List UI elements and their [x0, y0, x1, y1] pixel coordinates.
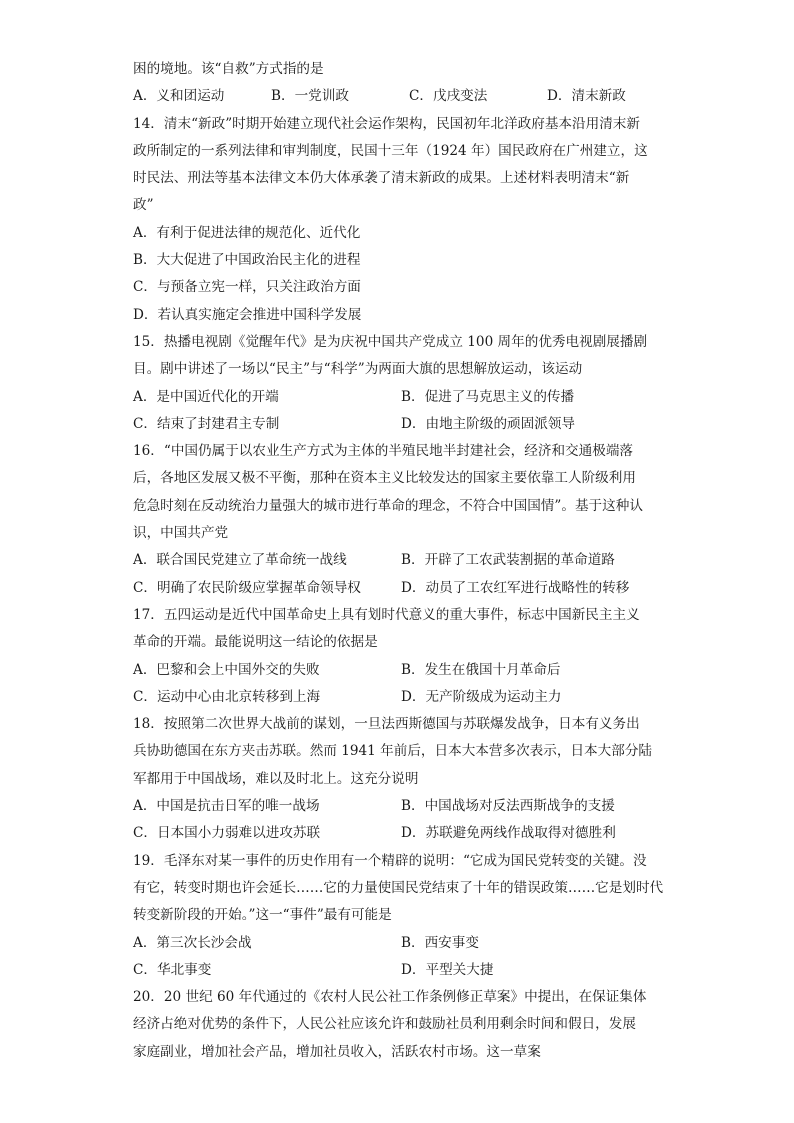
- q16-option-c: C．明确了农民阶级应掌握革命领导权: [133, 579, 361, 596]
- q16-option-b: B．开辟了工农武装割据的革命道路: [401, 552, 615, 569]
- q15-option-a: A．是中国近代化的开端: [133, 388, 279, 405]
- q17-option-c: C．运动中心由北京转移到上海: [133, 688, 321, 705]
- q14-stem-line-1: 14．清末“新政”时期开始建立现代社会运作架构，民国初年北洋政府基本沿用清末新: [133, 115, 640, 132]
- q18-option-a: A．中国是抗击日军的唯一战场: [133, 798, 320, 815]
- q19-stem-line-2: 有它，转变时期也许会延长……它的力量使国民党结束了十年的错误政策……它是划时代: [133, 879, 664, 896]
- q17-option-d: D．无产阶级成为运动主力: [401, 688, 562, 705]
- question-list: [133, 56, 669, 1066]
- q17-options-row-1: [133, 657, 669, 684]
- q17-stem-line-1: 17．五四运动是近代中国革命史上具有划时代意义的重大事件，标志中国新民主主义: [133, 606, 640, 623]
- q17-option-b: B．发生在俄国十月革命后: [401, 661, 561, 678]
- q15-stem-line-2: 目。剧中讲述了一场以“民主”与“科学”为两面大旗的思想解放运动，该运动: [133, 361, 583, 378]
- q15-option-c: C．结束了封建君主专制: [133, 415, 280, 432]
- q13-option-d: D．清末新政: [547, 88, 626, 105]
- q19-options-row-1: [133, 930, 669, 957]
- q17-option-a: A．巴黎和会上中国外交的失败: [133, 661, 320, 678]
- q16-stem-line-3: 危急时刻在反动统治力量强大的城市进行革命的理念，不符合中国国情”。基于这种认: [133, 497, 643, 514]
- q13-option-a: A．义和团运动: [133, 88, 225, 105]
- q20-stem-line-1: 20．20 世纪 60 年代通过的《农村人民公社工作条例修正草案》中提出，在保证集体: [133, 989, 647, 1006]
- q17-stem-line-2: 革命的开端。最能说明这一结论的依据是: [133, 634, 378, 651]
- q19-options-row-2: [133, 957, 669, 984]
- q16-option-d: D．动员了工农红军进行战略性的转移: [401, 579, 630, 596]
- q13-option-c: C．戊戌变法: [409, 88, 488, 105]
- q16-option-a: A．联合国民党建立了革命统一战线: [133, 552, 347, 569]
- q17-options-row-2: [133, 684, 669, 711]
- q19-stem-line-3: 转变新阶段的开始。”这一“事件”最有可能是: [133, 907, 392, 924]
- q16-options-row-1: [133, 547, 669, 574]
- q15-options-row-1: [133, 384, 669, 411]
- q18-options-row-2: [133, 820, 669, 847]
- q19-option-c: C．华北事变: [133, 961, 212, 978]
- q16-options-row-2: [133, 575, 669, 602]
- q13-options: [133, 83, 669, 110]
- q19-option-a: A．第三次长沙会战: [133, 934, 252, 951]
- q15-options-row-2: [133, 411, 669, 438]
- q20-stem-line-2: 经济占绝对优势的条件下，人民公社应该允许和鼓励社员利用剩余时间和假日，发展: [133, 1016, 636, 1033]
- q15-option-d: D．由地主阶级的顽固派领导: [401, 415, 576, 432]
- q14-stem-line-3: 时民法、刑法等基本法律文本仍大体承袭了清末新政的成果。上述材料表明清末“新: [133, 170, 630, 187]
- q18-stem-line-2: 兵协助德国在东方夹击苏联。然而 1941 年前后，日本大本营多次表示，日本大部分陆: [133, 743, 653, 760]
- q18-stem-line-3: 军都用于中国战场，难以及时北上。这充分说明: [133, 770, 419, 787]
- q18-option-c: C．日本国小力弱难以进攻苏联: [133, 825, 321, 842]
- q14-option-b: B．大大促进了中国政治民主化的进程: [133, 252, 361, 269]
- q19-option-b: B．西安事变: [401, 934, 479, 951]
- q20-stem-line-3: 家庭副业，增加社会产品，增加社员收入，活跃农村市场。这一草案: [133, 1043, 541, 1060]
- q19-option-d: D．平型关大捷: [401, 961, 494, 978]
- q18-option-b: B．中国战场对反法西斯战争的支援: [401, 798, 615, 815]
- q16-stem-line-4: 识，中国共产党: [133, 525, 229, 542]
- q19-stem-line-1: 19．毛泽东对某一事件的历史作用有一个精辟的说明：“它成为国民党转变的关键。没: [133, 852, 647, 869]
- q14-option-d: D．若认真实施定会推进中国科学发展: [133, 306, 362, 323]
- q13-option-b: B．一党训政: [271, 88, 349, 105]
- q16-stem-line-2: 后，各地区发展又极不平衡，那种在资本主义比较发达的国家主要依靠工人阶级利用: [133, 470, 636, 487]
- q13-stem-tail: 困的境地。该“自救”方式指的是: [133, 61, 324, 77]
- q18-stem-line-1: 18．按照第二次世界大战前的谋划，一旦法西斯德国与苏联爆发战争，日本有义务出: [133, 716, 640, 733]
- q15-stem-line-1: 15．热播电视剧《觉醒年代》是为庆祝中国共产党成立 100 周年的优秀电视剧展播剧: [133, 333, 648, 350]
- q14-option-c: C．与预备立宪一样，只关注政治方面: [133, 279, 361, 296]
- q18-options-row-1: [133, 793, 669, 820]
- q15-option-b: B．促进了马克思主义的传播: [401, 388, 575, 405]
- q14-stem-line-4: 政”: [133, 197, 154, 214]
- q14-option-a: A．有利于促进法律的规范化、近代化: [133, 224, 361, 241]
- q18-option-d: D．苏联避免两线作战取得对德胜利: [401, 825, 616, 842]
- q14-stem-line-2: 政所制定的一系列法律和审判制度，民国十三年（1924 年）国民政府在广州建立，这: [133, 142, 648, 159]
- q16-stem-line-1: 16．“中国仍属于以农业生产方式为主体的半殖民地半封建社会，经济和交通极端落: [133, 443, 634, 460]
